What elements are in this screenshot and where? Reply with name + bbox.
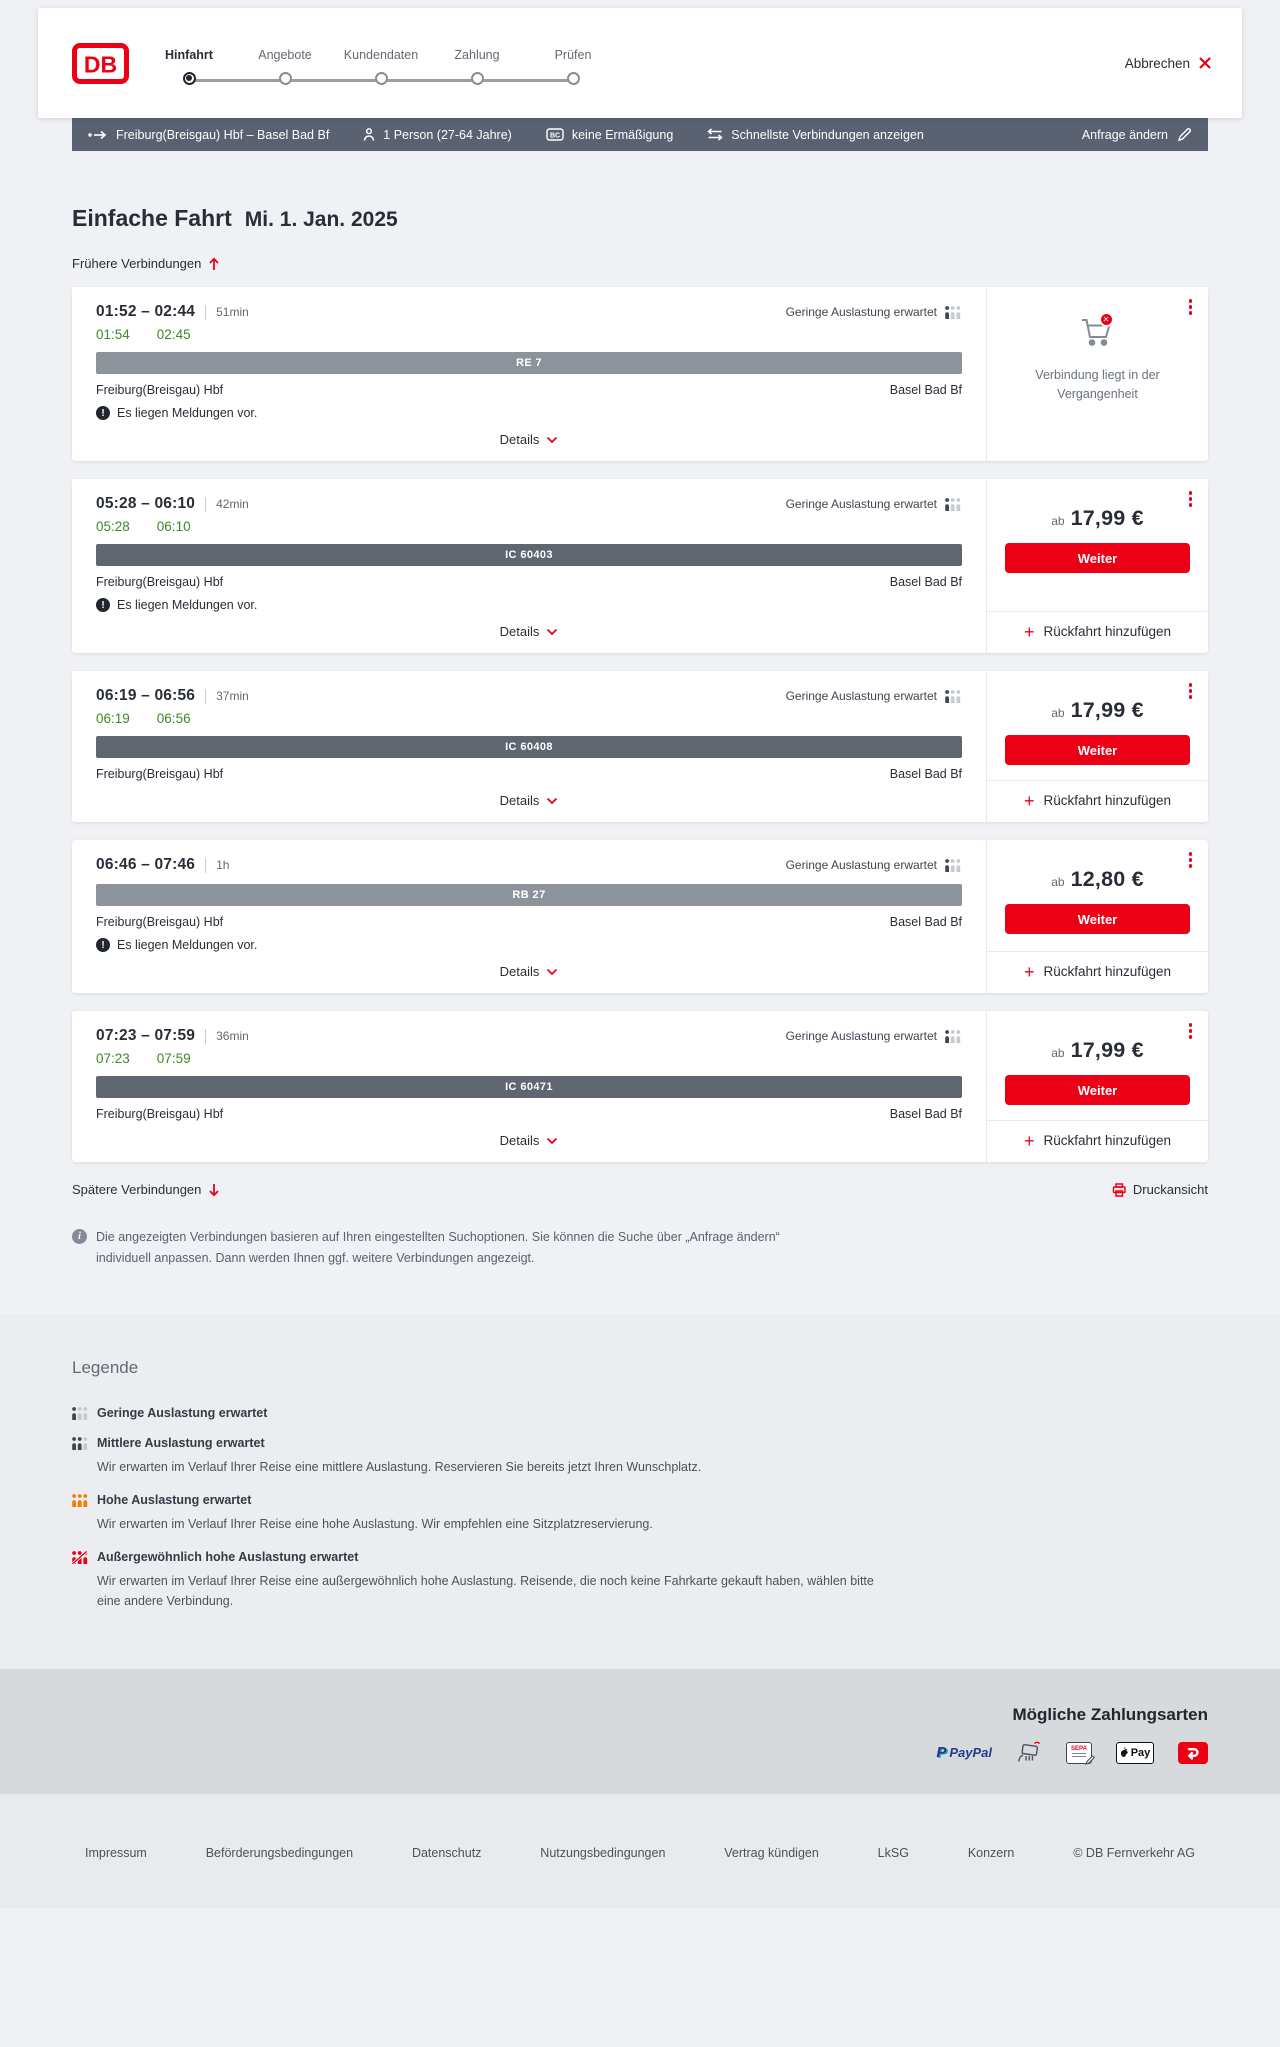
details-label: Details [499, 793, 540, 808]
occupancy-indicator [786, 858, 962, 872]
occupancy-indicator [786, 497, 962, 511]
earlier-connections-button[interactable] [72, 256, 220, 271]
price-panel [1005, 671, 1190, 822]
alert-icon: ! [96, 598, 110, 612]
occupancy-label: Geringe Auslastung erwartet [785, 305, 937, 319]
discount-summary [546, 128, 673, 142]
add-return-button[interactable] [987, 781, 1208, 822]
step-dot [279, 72, 292, 85]
train-badge: RE 7 [96, 352, 962, 374]
plus-icon: + [1023, 790, 1035, 811]
trip-type: Einfache Fahrt [72, 205, 232, 231]
connection-time-range: 06:46 – 07:46 [96, 856, 196, 873]
service-notice [96, 938, 962, 952]
progress-step[interactable] [333, 48, 429, 85]
header [38, 8, 1242, 118]
details-toggle[interactable] [500, 781, 559, 808]
occupancy-icon [945, 306, 962, 319]
connection-card [72, 671, 1208, 822]
occupancy-icon [72, 1437, 97, 1450]
step-label: Kundendaten [343, 47, 419, 62]
close-icon [1198, 56, 1212, 70]
step-label: Angebote [258, 47, 312, 62]
plus-icon: + [1023, 1130, 1035, 1151]
price-prefix: ab [1051, 1046, 1065, 1060]
discount-text: keine Ermäßigung [571, 127, 674, 142]
more-options-button[interactable] [1186, 680, 1196, 702]
more-options-button[interactable] [1186, 849, 1196, 871]
occupancy-label: Geringe Auslastung erwartet [785, 858, 937, 872]
connection-details [72, 840, 986, 993]
footer-link[interactable]: LkSG [877, 1846, 909, 1861]
divider [205, 689, 206, 704]
connection-time-range: 06:19 – 06:56 [96, 687, 196, 704]
occupancy-indicator [786, 1029, 962, 1043]
notice-text: Es liegen Meldungen vor. [117, 938, 258, 952]
origin-station: Freiburg(Breisgau) Hbf [96, 767, 224, 781]
price: 17,99 € [1070, 1038, 1144, 1062]
cart-x-badge: ✕ [1099, 312, 1114, 327]
connection-time-range: 05:28 – 06:10 [96, 495, 196, 512]
progress-step[interactable] [237, 48, 333, 85]
connection-card [72, 840, 1208, 993]
origin-station: Freiburg(Breisgau) Hbf [96, 1107, 224, 1121]
occupancy-indicator [786, 689, 962, 703]
connection-card [72, 479, 1208, 653]
earlier-connections-label: Frühere Verbindungen [72, 256, 202, 271]
sort-icon [707, 128, 723, 141]
legend-item-label: Außergewöhnlich hohe Auslastung erwartet [97, 1550, 359, 1565]
train-badge: IC 60471 [96, 1076, 962, 1098]
chevron-down-icon [546, 1137, 558, 1145]
price-panel [1005, 840, 1190, 993]
payments-title: Mögliche Zahlungsarten [1012, 1705, 1208, 1725]
destination-station: Basel Bad Bf [889, 915, 962, 929]
progress-step[interactable] [141, 48, 237, 85]
paypal-p-icon: P [936, 1744, 947, 1762]
progress-step[interactable] [429, 48, 525, 85]
connection-card [72, 1011, 1208, 1162]
booking-panel [986, 840, 1208, 993]
price-prefix: ab [1051, 514, 1065, 528]
connection-details [72, 287, 986, 461]
connection-duration: 37min [216, 689, 249, 703]
legend-item-label: Geringe Auslastung erwartet [97, 1406, 268, 1421]
continue-button[interactable]: Weiter [1005, 1075, 1190, 1105]
cancel-button[interactable] [1125, 56, 1212, 71]
plus-icon: + [1023, 961, 1035, 982]
realtime-departure: 07:23 [96, 1051, 130, 1066]
connection-details [72, 1011, 986, 1162]
legend-item-label: Mittlere Auslastung erwartet [97, 1436, 265, 1451]
occupancy-icon [72, 1494, 97, 1507]
chevron-down-icon [546, 968, 558, 976]
past-connection-panel [1005, 287, 1190, 461]
realtime-departure: 01:54 [96, 327, 130, 342]
route-text: Freiburg(Breisgau) Hbf – Basel Bad Bf [116, 127, 330, 142]
edit-request-button[interactable] [1082, 127, 1192, 142]
destination-station: Basel Bad Bf [889, 383, 962, 397]
divider [205, 858, 206, 873]
page-title [72, 205, 1208, 232]
occupancy-indicator [786, 305, 962, 319]
apple-pay-wordmark: Pay [1130, 1746, 1151, 1759]
realtime-departure: 05:28 [96, 519, 130, 534]
payment-methods [72, 1741, 1208, 1764]
pencil-icon [1177, 127, 1192, 142]
details-toggle[interactable] [500, 1121, 559, 1148]
occupancy-icon [72, 1551, 97, 1564]
bahncard-icon [546, 128, 564, 141]
price-prefix: ab [1051, 706, 1065, 720]
copyright: © DB Fernverkehr AG [1073, 1846, 1195, 1861]
connection-duration: 51min [216, 305, 249, 319]
progress-step[interactable] [525, 48, 621, 85]
chevron-down-icon [546, 797, 558, 805]
realtime-times [96, 519, 962, 534]
price-row [1005, 506, 1190, 531]
booking-panel [986, 671, 1208, 822]
svg-text:BC: BC [549, 132, 560, 140]
price-row [1005, 1038, 1190, 1063]
step-dot [183, 72, 196, 85]
chevron-down-icon [546, 436, 558, 444]
cart-unavailable-icon [1079, 317, 1117, 348]
footer-link[interactable]: Nutzungsbedingungen [540, 1846, 666, 1861]
origin-station: Freiburg(Breisgau) Hbf [96, 575, 224, 589]
divider [205, 305, 206, 320]
booking-panel [986, 1011, 1208, 1162]
add-return-label: Rückfahrt hinzufügen [1043, 964, 1172, 979]
train-badge: IC 60403 [96, 544, 962, 566]
paypal-logo [936, 1744, 992, 1761]
step-label: Zahlung [454, 47, 500, 62]
more-options-button[interactable] [1186, 488, 1196, 510]
search-info [72, 1227, 832, 1268]
destination-station: Basel Bad Bf [889, 575, 962, 589]
db-logo-text: DB [83, 51, 118, 77]
voucher-icon [1178, 1742, 1208, 1764]
paypal-wordmark: PayPal [949, 1745, 992, 1761]
price-row [1005, 867, 1190, 892]
price-row [1005, 698, 1190, 723]
sepa-icon [1066, 1742, 1092, 1764]
print-view-label: Druckansicht [1132, 1182, 1208, 1197]
footer-link[interactable]: Impressum [85, 1846, 147, 1861]
travelers-text: 1 Person (27-64 Jahre) [383, 127, 512, 142]
legend-item-description: Wir erwarten im Verlauf Ihrer Reise eine mittlere Auslastung. Reservieren Sie bereits jetzt Ihren Wunschplatz. [97, 1460, 702, 1475]
price-panel [1005, 1011, 1190, 1162]
continue-button[interactable]: Weiter [1005, 735, 1190, 765]
arrow-up-icon [208, 257, 220, 271]
alert-icon: ! [96, 406, 110, 420]
details-label: Details [499, 964, 540, 979]
step-dot [375, 72, 388, 85]
continue-button[interactable]: Weiter [1005, 904, 1190, 934]
continue-button[interactable]: Weiter [1005, 543, 1190, 573]
details-label: Details [499, 1133, 540, 1148]
later-connections-label: Spätere Verbindungen [72, 1182, 202, 1197]
destination-station: Basel Bad Bf [889, 1107, 962, 1121]
booking-panel [986, 479, 1208, 653]
later-connections-button[interactable] [72, 1182, 220, 1197]
notice-text: Es liegen Meldungen vor. [117, 598, 258, 612]
step-label: Prüfen [554, 47, 592, 62]
occupancy-icon [72, 1407, 97, 1420]
legend-item [72, 1406, 1208, 1420]
occupancy-label: Geringe Auslastung erwartet [785, 1029, 937, 1043]
divider [205, 1029, 206, 1044]
train-badge: RB 27 [96, 884, 962, 906]
occupancy-icon [945, 859, 962, 872]
service-notice [96, 598, 962, 612]
print-view-button[interactable] [1112, 1182, 1208, 1197]
more-options-button[interactable] [1186, 1020, 1196, 1042]
db-logo[interactable] [72, 43, 129, 84]
past-connection-text: Verbindung liegt in der Vergangenheit [1035, 368, 1160, 401]
sepa-lines [1072, 1753, 1086, 1759]
realtime-arrival: 06:10 [156, 519, 191, 534]
chevron-down-icon [546, 628, 558, 636]
price: 17,99 € [1070, 506, 1144, 530]
occupancy-icon [945, 498, 962, 511]
legend-item-description: Wir erwarten im Verlauf Ihrer Reise eine außergewöhnlich hohe Auslastung. Reisende, die noch keine Fahrkarte gekauft haben, wählen bitte eine andere Verbindung. [97, 1574, 874, 1609]
legend-item-description: Wir erwarten im Verlauf Ihrer Reise eine hohe Auslastung. Wir empfehlen eine Sitzplatzreservierung. [97, 1517, 653, 1532]
trip-date: Mi. 1. Jan. 2025 [244, 208, 398, 231]
occupancy-icon [945, 690, 962, 703]
edit-request-label: Anfrage ändern [1081, 127, 1168, 142]
sort-option[interactable] [707, 128, 924, 142]
price-prefix: ab [1051, 875, 1065, 889]
occupancy-icon [945, 1030, 962, 1043]
realtime-times [96, 711, 962, 726]
legend-item-label: Hohe Auslastung erwartet [97, 1493, 252, 1508]
divider [205, 497, 206, 512]
step-label: Hinfahrt [165, 47, 213, 62]
realtime-arrival: 06:56 [156, 711, 191, 726]
connection-time-range: 07:23 – 07:59 [96, 1027, 196, 1044]
origin-station: Freiburg(Breisgau) Hbf [96, 915, 224, 929]
legend-item [72, 1550, 1208, 1611]
progress-stepper [141, 42, 621, 85]
realtime-times [96, 1051, 962, 1066]
connection-card [72, 287, 1208, 461]
train-badge: IC 60408 [96, 736, 962, 758]
sort-text: Schnellste Verbindungen anzeigen [731, 127, 924, 142]
add-return-button[interactable] [987, 952, 1208, 993]
realtime-times [96, 327, 962, 342]
footer-link[interactable]: Beförderungsbedingungen [205, 1846, 354, 1861]
apple-pay-logo [1116, 1742, 1154, 1764]
results-area [72, 205, 1208, 1268]
legend-item [72, 1493, 1208, 1534]
booking-panel [986, 287, 1208, 461]
results-footer-row [72, 1182, 1208, 1197]
legend-list [72, 1406, 1208, 1611]
connection-details [72, 479, 986, 653]
search-summary-bar [72, 118, 1208, 151]
service-notice [96, 406, 962, 420]
add-return-label: Rückfahrt hinzufügen [1043, 1133, 1172, 1148]
occupancy-label: Geringe Auslastung erwartet [785, 497, 937, 511]
legend-section [0, 1314, 1280, 1669]
legend-item [72, 1436, 1208, 1477]
details-toggle[interactable] [500, 420, 559, 447]
origin-station: Freiburg(Breisgau) Hbf [96, 383, 224, 397]
legend-title: Legende [72, 1358, 139, 1378]
add-return-button[interactable] [987, 612, 1208, 653]
cancel-label: Abbrechen [1124, 55, 1190, 71]
add-return-label: Rückfahrt hinzufügen [1043, 624, 1172, 639]
connection-duration: 42min [216, 497, 249, 511]
plus-icon: + [1023, 621, 1035, 642]
realtime-arrival: 02:45 [156, 327, 191, 342]
details-label: Details [499, 624, 540, 639]
info-icon: i [72, 1229, 87, 1244]
realtime-departure: 06:19 [96, 711, 130, 726]
connection-time-range: 01:52 – 02:44 [96, 303, 196, 320]
search-info-text: Die angezeigten Verbindungen basieren auf Ihren eingestellten Suchoptionen. Sie können die Suche über „Anfrage ändern“ individuell anpassen. Dann werden Ihnen ggf. weitere Verbindungen angezeigt. [96, 1230, 780, 1265]
step-dot [567, 72, 580, 85]
connection-duration: 36min [216, 1029, 249, 1043]
more-options-button[interactable] [1186, 296, 1196, 318]
footer-link[interactable]: Konzern [967, 1846, 1015, 1861]
destination-station: Basel Bad Bf [889, 767, 962, 781]
add-return-button[interactable] [987, 1121, 1208, 1162]
occupancy-label: Geringe Auslastung erwartet [785, 689, 937, 703]
price: 17,99 € [1070, 698, 1144, 722]
connection-duration: 1h [216, 858, 230, 872]
route-summary [88, 128, 329, 142]
step-dot [471, 72, 484, 85]
arrow-down-icon [208, 1183, 220, 1197]
price-panel [1005, 479, 1190, 653]
sepa-wordmark: SEPA [1071, 1746, 1087, 1753]
credit-card-icon [1016, 1741, 1042, 1764]
price: 12,80 € [1070, 867, 1144, 891]
alert-icon: ! [96, 938, 110, 952]
footer-link[interactable]: Datenschutz [411, 1846, 482, 1861]
connection-list [72, 287, 1208, 1162]
payments-section [0, 1669, 1280, 1794]
person-icon [363, 128, 375, 141]
realtime-arrival: 07:59 [156, 1051, 191, 1066]
add-return-label: Rückfahrt hinzufügen [1043, 793, 1172, 808]
details-label: Details [499, 432, 540, 447]
footer-link[interactable]: Vertrag kündigen [724, 1846, 819, 1861]
details-toggle[interactable] [500, 612, 559, 639]
travelers-summary [363, 128, 512, 142]
notice-text: Es liegen Meldungen vor. [117, 406, 258, 420]
connection-details [72, 671, 986, 822]
route-arrow-icon [88, 130, 108, 140]
footer [0, 1794, 1280, 1908]
printer-icon [1112, 1183, 1126, 1197]
details-toggle[interactable] [500, 952, 559, 979]
